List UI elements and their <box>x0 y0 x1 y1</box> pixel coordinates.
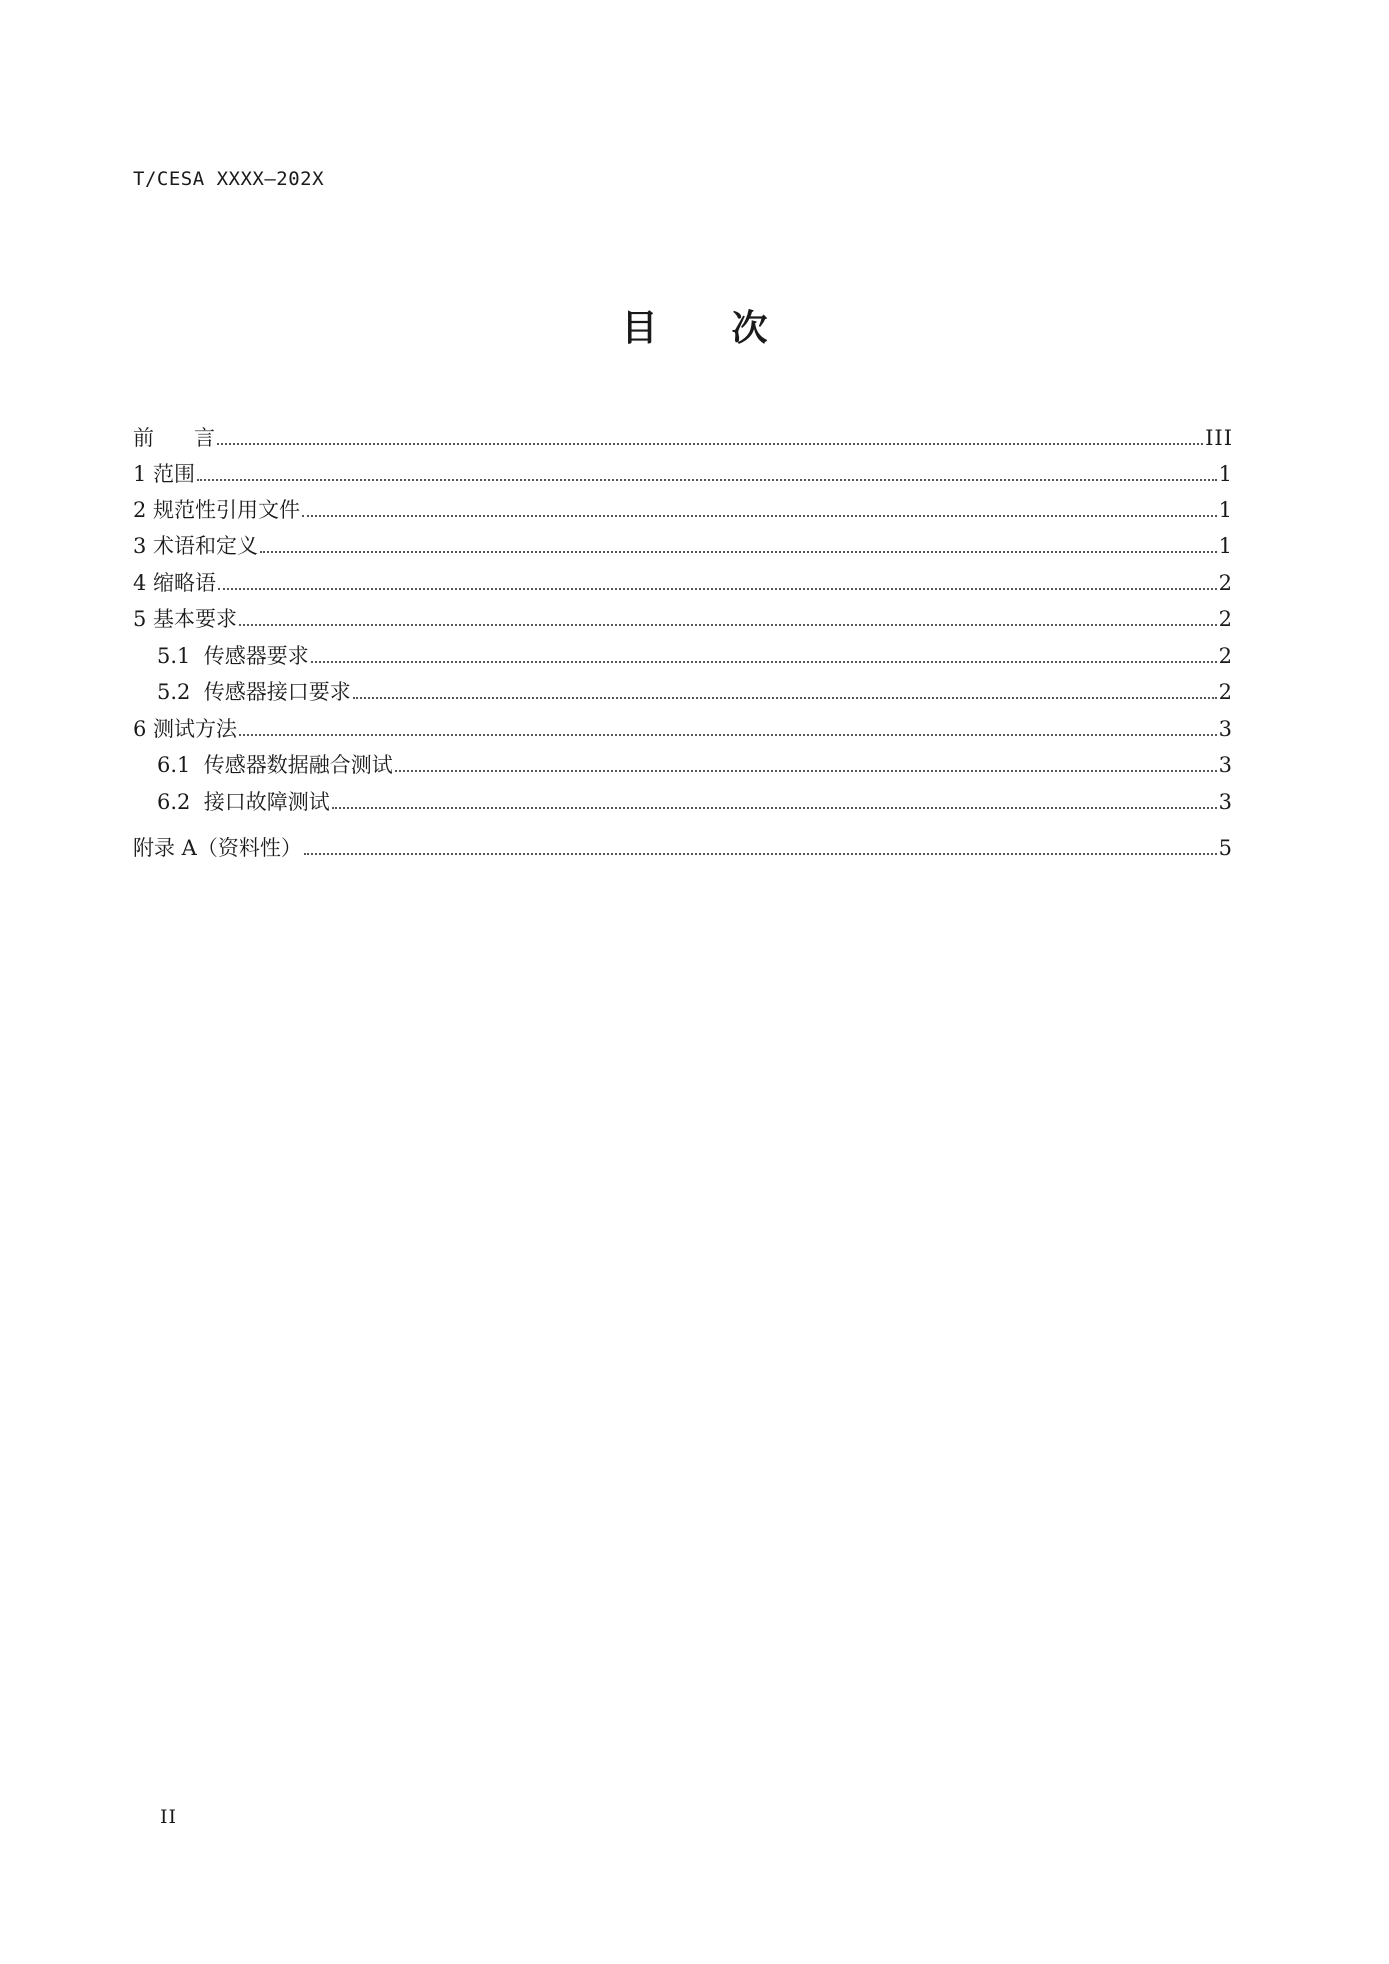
toc-entry-label: 基本要求 <box>153 607 238 631</box>
toc-entry-label: 术语和定义 <box>153 534 259 558</box>
toc-entry-terms-definitions[interactable] <box>133 532 1233 560</box>
toc-leader-dots <box>218 588 1217 590</box>
toc-leader-dots <box>197 479 1217 481</box>
toc-entry-page: III <box>1205 426 1233 450</box>
toc-leader-dots <box>395 770 1217 772</box>
toc-entry-label: 规范性引用文件 <box>153 498 301 522</box>
toc-entry-number: 6.2 <box>157 790 204 814</box>
toc-entry-page: 3 <box>1218 790 1233 814</box>
toc-entry-interface-fault-test[interactable] <box>157 788 1233 816</box>
toc-entry-label: 缩略语 <box>153 571 217 595</box>
toc-leader-dots <box>260 551 1217 553</box>
toc-entry-label: 传感器数据融合测试 <box>203 753 393 777</box>
toc-entry-page: 1 <box>1218 534 1233 558</box>
toc-entry-normative-references[interactable] <box>133 496 1233 524</box>
toc-leader-dots <box>353 697 1217 699</box>
toc-entry-label: 传感器接口要求 <box>203 680 351 704</box>
toc-entry-number: 4 <box>133 571 154 595</box>
toc-entry-label: 范围 <box>153 462 196 486</box>
toc-leader-dots <box>311 661 1217 663</box>
toc-entry-page: 3 <box>1218 717 1233 741</box>
toc-entry-page: 5 <box>1218 836 1233 860</box>
toc-title-first-char: 目 <box>621 308 658 349</box>
toc-entry-sensor-data-fusion-test[interactable] <box>157 751 1233 779</box>
toc-entry-page: 2 <box>1218 607 1233 631</box>
toc-entry-sensor-interface-requirements[interactable] <box>157 678 1233 706</box>
toc-entry-page: 2 <box>1218 680 1233 704</box>
toc-leader-dots <box>239 734 1217 736</box>
toc-entry-foreword[interactable] <box>133 424 1233 452</box>
toc-entry-label: 接口故障测试 <box>203 790 330 814</box>
toc-leader-dots <box>302 515 1217 517</box>
toc-entry-appendix-a[interactable] <box>133 834 1233 862</box>
toc-entry-sensor-requirements[interactable] <box>157 642 1233 670</box>
toc-entry-number: 2 <box>133 498 154 522</box>
toc-entry-basic-requirements[interactable] <box>133 605 1233 633</box>
toc-entry-number: 5.2 <box>157 680 204 704</box>
toc-title <box>0 300 1389 351</box>
toc-entry-number: 6 <box>133 717 154 741</box>
toc-entry-page: 2 <box>1218 571 1233 595</box>
toc-entry-page: 1 <box>1218 462 1233 486</box>
toc-entry-number: 6.1 <box>157 753 204 777</box>
toc-leader-dots <box>304 853 1217 855</box>
toc-entry-number: 3 <box>133 534 154 558</box>
toc-entry-number: 1 <box>133 462 154 486</box>
toc-entry-number: 5 <box>133 607 154 631</box>
toc-title-second-char: 次 <box>731 308 768 349</box>
toc-entry-label: 测试方法 <box>153 717 238 741</box>
toc-entry-page: 3 <box>1218 753 1233 777</box>
toc-leader-dots <box>239 624 1217 626</box>
toc-leader-dots <box>332 807 1217 809</box>
toc-leader-dots <box>217 443 1203 445</box>
toc-entry-page: 2 <box>1218 644 1233 668</box>
toc-entry-page: 1 <box>1218 498 1233 522</box>
toc-entry-scope[interactable] <box>133 460 1233 488</box>
document-code: T/CESA XXXX—202X <box>133 168 325 190</box>
toc-entry-number: 5.1 <box>157 644 204 668</box>
toc-entry-abbreviations[interactable] <box>133 569 1233 597</box>
toc-entry-label: 传感器要求 <box>203 644 309 668</box>
toc-entry-label: 前 言 <box>133 426 216 450</box>
toc-entry-label: 附录 A（资料性） <box>133 836 302 860</box>
page-number: II <box>160 1806 178 1828</box>
toc-entry-test-methods[interactable] <box>133 715 1233 743</box>
